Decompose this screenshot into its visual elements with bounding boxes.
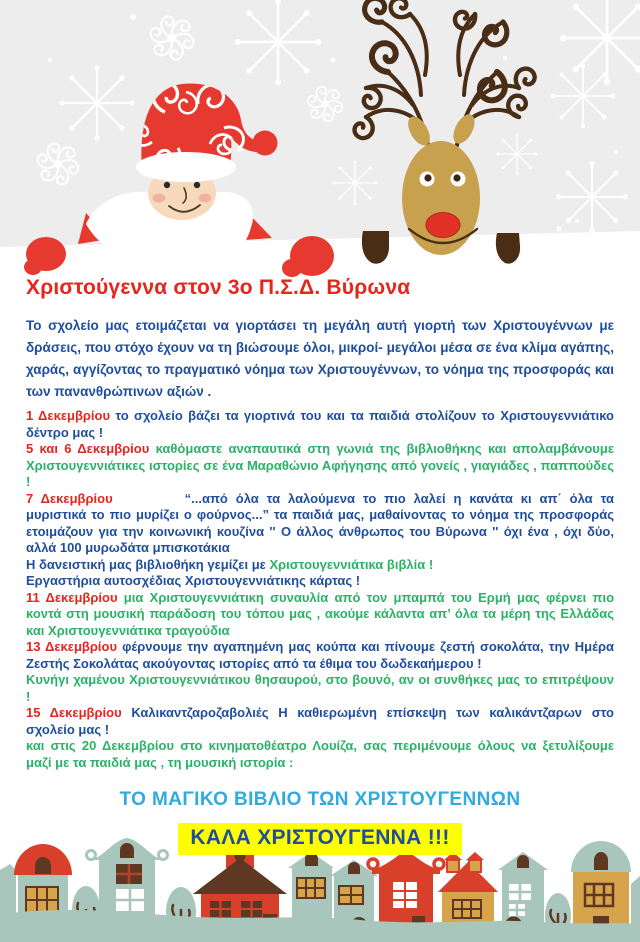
snowflake-icon — [235, 0, 321, 85]
schedule-text: και στις 20 Δεκεμβρίου στο κινηματοθέατρο Λουίζα, σας περιμένουμε όλους να ξετυλίξουμε μαζί με τα παιδιά μας , τη μουσική ιστορία : — [26, 738, 614, 770]
reindeer-pupil — [424, 174, 431, 181]
paragraph — [26, 639, 614, 672]
newsletter-content — [26, 272, 614, 855]
schedule-text: Η δανειστική μας βιβλιοθήκη γεμίζει με — [26, 556, 270, 572]
date-label: 15 Δεκεμβρίου — [26, 705, 122, 720]
schedule-text: Το σχολείο μας ετοιμάζεται να γιορτάσει τη μεγάλη αυτή γιορτή των Χριστουγέννων με δράσεις, που στόχο έχουν να τη βιώσουμε όλοι, μικροί- μεγάλοι μέσα σε ένα κλίμα αγάπης, χαράς, αγγίζοντας το πραγματικό νόημα των Χριστουγέννων, το νόημα της προσφοράς και των πανανθρώπινων αξιών . — [26, 318, 614, 399]
santa-eye — [164, 182, 170, 188]
schedule-text: το σχολείο βάζει τα γιορτινά του και τα παιδιά στολίζουν το Χριστουγεννιάτικο δέντρο μας ! — [26, 408, 614, 440]
santa-eye — [194, 182, 200, 188]
paragraph — [26, 590, 614, 640]
greeting-row — [26, 823, 614, 855]
greeting-banner: ΚΑΛΑ ΧΡΙΣΤΟΥΓΕΝΝΑ !!! — [178, 823, 461, 855]
paragraph — [26, 491, 614, 557]
show-title: ΤΟ ΜΑΓΙΚΟ ΒΙΒΛΙΟ ΤΩΝ ΧΡΙΣΤΟΥΓΕΝΝΩΝ — [119, 789, 521, 810]
schedule-text: Κυνήγι χαμένου Χριστουγεννιάτικου θησαυρού, στο βουνό, αν οι συνθήκες μας το επιτρέψουν ! — [26, 672, 614, 704]
santa-cheek — [199, 194, 212, 203]
schedule-text: μια Χριστουγεννιάτικη συναυλία από τον μπαμπά του Ερμή μας φέρνει πιο κοντά στη μουσική παράδοση του τόπου μας , ακούμε κάλαντα απ’ όλα τα μέρη της Ελλάδας και Χριστουγεννιάτικα τραγούδια — [26, 589, 615, 638]
snowflake-icon — [556, 161, 627, 232]
date-label: 1 Δεκεμβρίου — [26, 408, 111, 423]
santa-hat-brim — [136, 152, 236, 182]
snowflake-icon — [59, 65, 134, 140]
schedule-text: φέρνουμε την αγαπημένη μας κούπα και πίνουμε ζεστή σοκολάτα, την Ημέρα Ζεστής Σοκολάτας ακούγοντας ιστορίες από τα έθιμα του δωδεκαήμερου ! — [26, 639, 614, 671]
schedule-text: Εργαστήρια αυτοσχέδιας Χριστουγεννιάτικης κάρτας ! — [26, 573, 361, 588]
schedule-text: “...από όλα τα λαλούμενα το πιο λαλεί η κανάτα κι απ΄ όλα τα μυριστικά το πιο μυρίζει ο φούρνος...” τα παιδιά μας, μαθαίνοντας το νόημα της προσφοράς ετοιμάζουν για την κοινωνική κουζίνα '' Ο άλλος άνθρωπος του Βύρωνα '' όχι ένα , όχι δύο, αλλά 100 μυρωδάτα μπισκοτάκια — [26, 490, 615, 555]
schedule-text: Χριστουγεννιάτικα βιβλία ! — [269, 556, 434, 572]
page-title: Χριστούγεννα στον 3ο Π.Σ.Δ. Βύρωνα — [26, 276, 411, 299]
snowflake-icon — [551, 64, 615, 128]
schedule-text: καθόμαστε αναπαυτικά στη γωνιά της βιβλιοθήκης και απολαμβάνουμε Χριστουγεννιάτικες ιστορίες σε ένα Μαραθώνιο Αφήγησης από γονείς , γιαγιάδες , παππούδες ! — [26, 441, 615, 489]
snowflake-icon — [496, 133, 537, 174]
paragraph — [26, 315, 614, 403]
paragraph — [26, 557, 614, 574]
date-label: 11 Δεκεμβρίου — [26, 589, 118, 605]
schedule — [26, 315, 614, 771]
santa-cheek — [153, 194, 166, 203]
date-label: 5 και 6 Δεκεμβρίου — [26, 441, 150, 456]
snowflake-icon — [332, 160, 377, 205]
paragraph — [26, 672, 614, 705]
paragraph — [26, 705, 614, 738]
date-label: 7 Δεκεμβρίου — [26, 490, 113, 506]
paragraph — [26, 441, 614, 491]
santa-hat-pompom — [253, 131, 278, 156]
date-label: 13 Δεκεμβρίου — [26, 639, 118, 654]
paragraph — [26, 738, 614, 771]
reindeer-pupil — [453, 174, 460, 181]
paragraph — [26, 573, 614, 590]
header-illustration — [0, 0, 640, 280]
schedule-text: Καλικαντζαροζαβολιές Η καθιερωμένη επίσκεψη των καλικάντζαρων στο σχολείο μας ! — [26, 705, 614, 737]
paragraph — [26, 408, 614, 441]
reindeer-nose — [426, 213, 460, 238]
